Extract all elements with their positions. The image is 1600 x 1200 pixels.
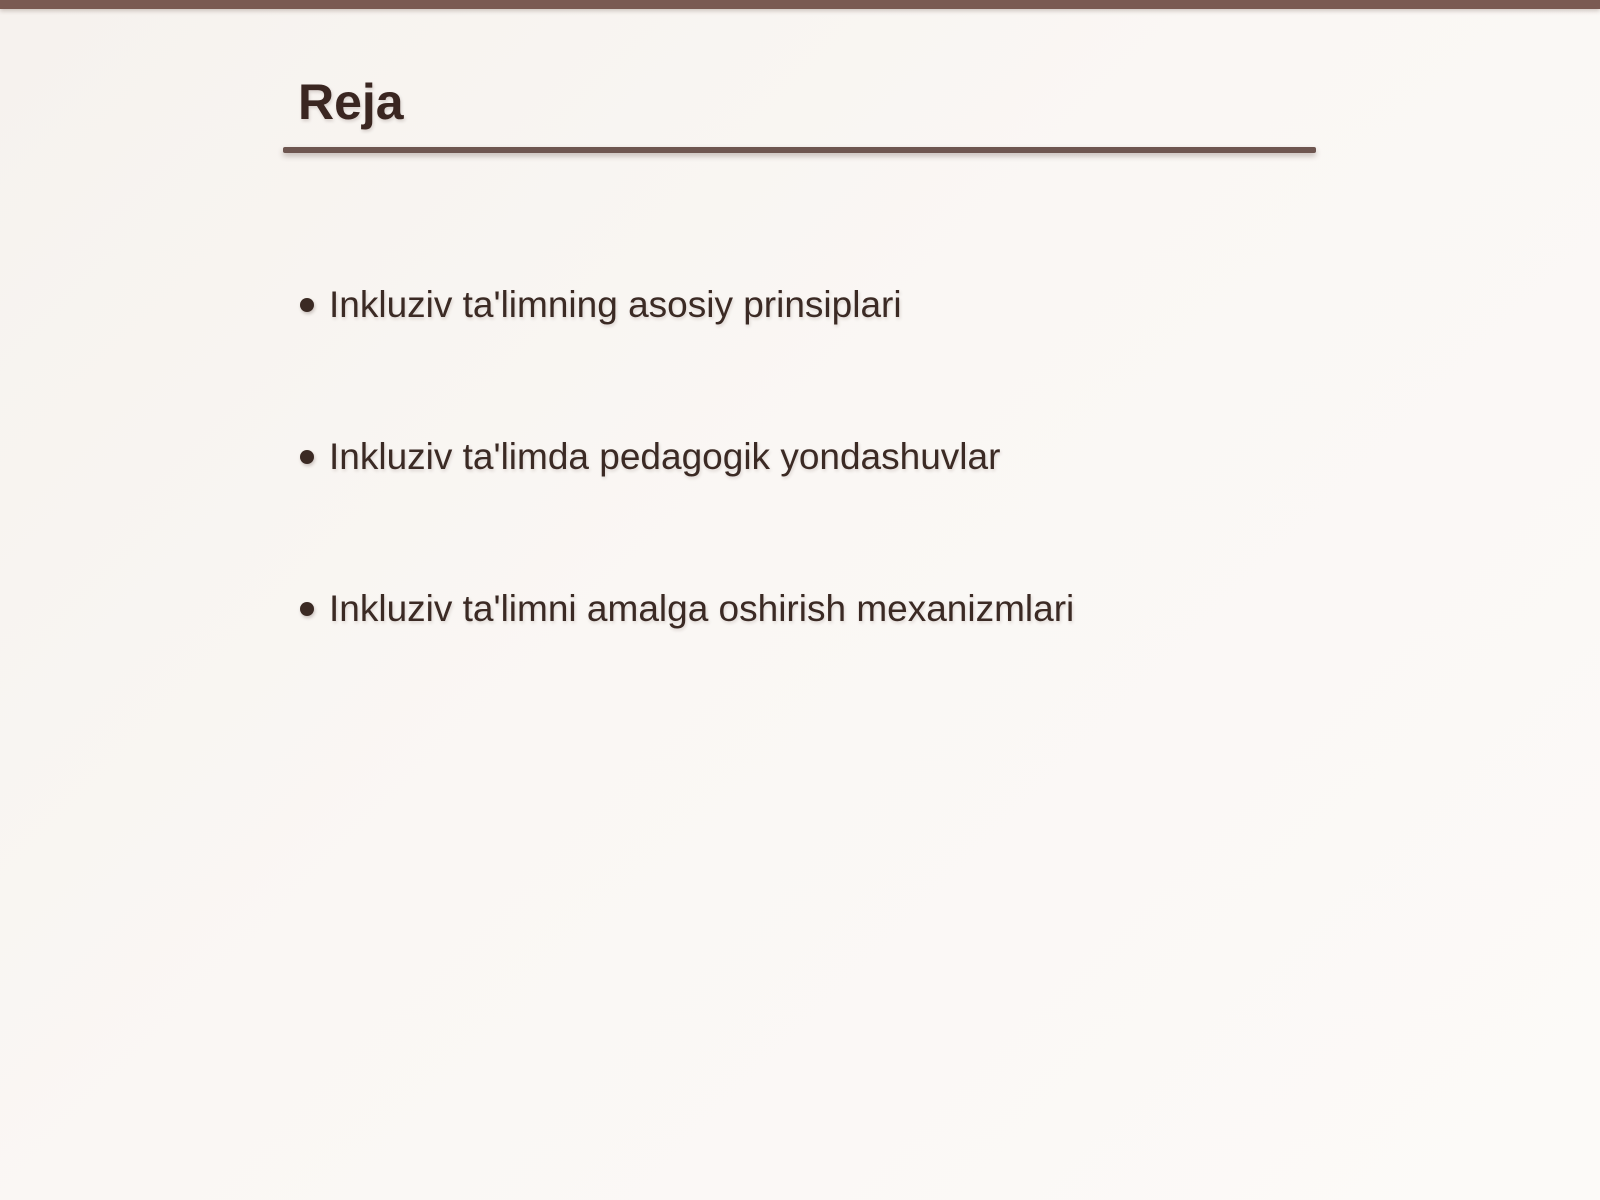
bullet-text: Inkluziv ta'limda pedagogik yondashuvlar [329, 436, 1001, 477]
bullet-dot-icon [300, 450, 314, 464]
bullet-dot-icon [300, 298, 314, 312]
slide-title: Reja [298, 74, 404, 130]
bullet-dot-icon [300, 602, 314, 616]
bullet-list [300, 275, 1074, 731]
bullet-text: Inkluziv ta'limning asosiy prinsiplari [329, 284, 902, 325]
title-underline [283, 147, 1316, 153]
bullet-item [300, 579, 1074, 639]
bullet-item [300, 275, 1074, 335]
bullet-item [300, 427, 1074, 487]
top-accent-bar [0, 0, 1600, 9]
bullet-text: Inkluziv ta'limni amalga oshirish mexanizmlari [329, 588, 1075, 629]
